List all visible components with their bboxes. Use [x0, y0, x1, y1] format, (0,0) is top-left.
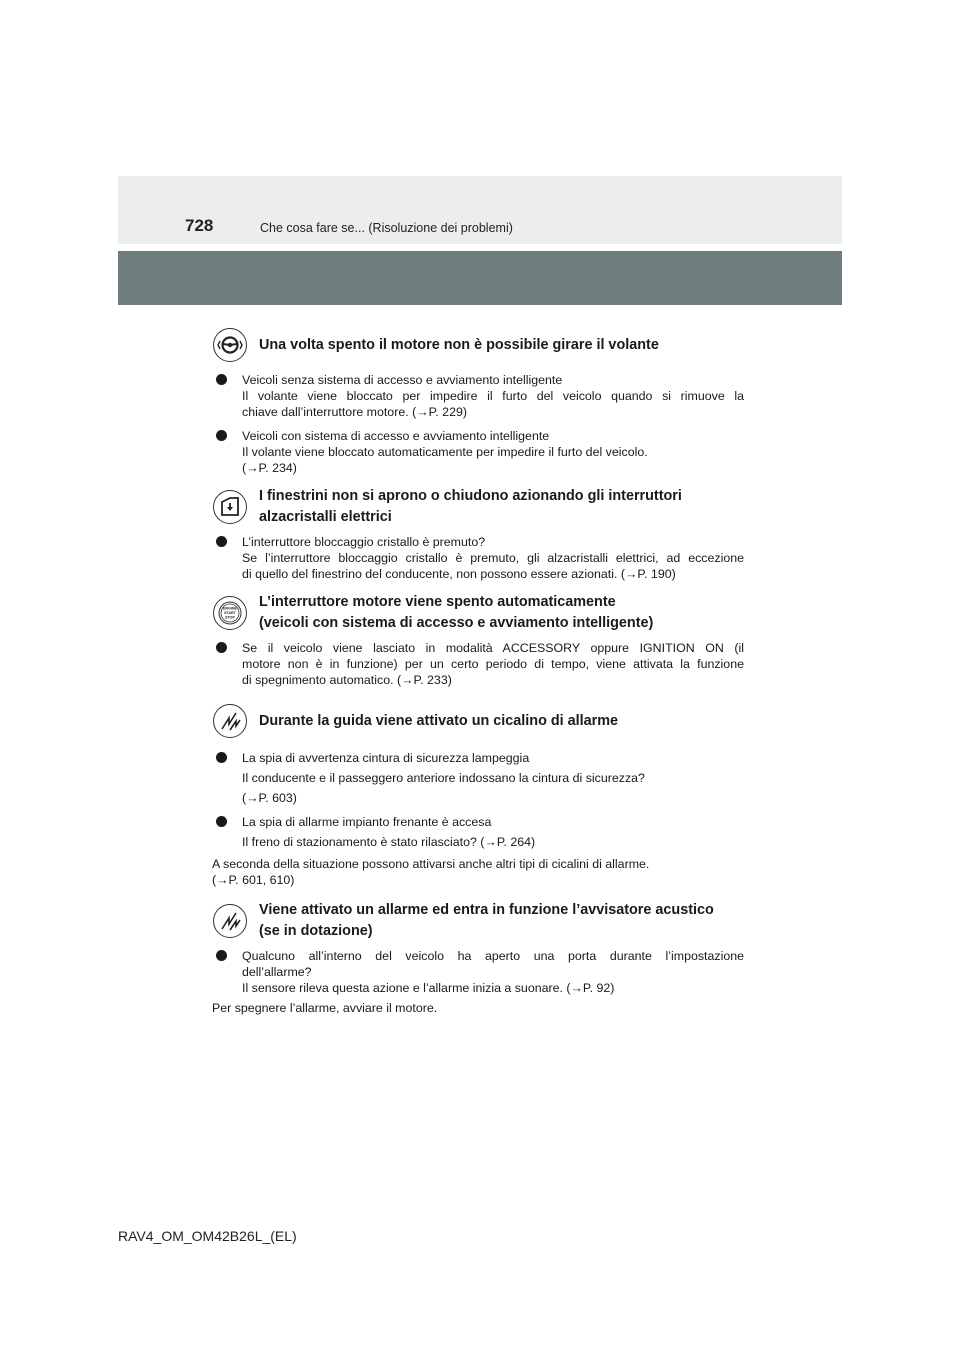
icon-text: STOP [225, 615, 235, 620]
title-line: I finestrini non si aprono o chiudono azionando gli interruttori [259, 488, 682, 504]
document-code: RAV4_OM_OM42B26L_(EL) [118, 1228, 297, 1244]
bullet-line: di quello del finestrino del conducente, non possono essere azionati. (→P. 190) [242, 567, 676, 581]
topic-alarm-horn [212, 898, 744, 1016]
bullet-line: Il conducente e il passeggero anteriore indossano la cintura di sicurezza? [242, 771, 645, 785]
bullet-item [212, 372, 744, 420]
alarm-sound-icon [213, 904, 247, 938]
bullet-dot [216, 536, 227, 547]
topic-title [259, 900, 714, 942]
bullet-line: dell’allarme? [242, 965, 312, 979]
bullet-line: Il volante viene bloccato per impedire il furto del veicolo quando si rimuove la [242, 389, 744, 403]
bullet-line: (→P. 603) [242, 791, 297, 805]
bullet-dot [216, 950, 227, 961]
note-line: A seconda della situazione possono attivarsi anche altri tipi di cicalini di allarme. [212, 857, 650, 871]
topic-title [259, 486, 682, 528]
topic-windows [212, 484, 744, 582]
icon-text: ENGINE [223, 606, 237, 611]
topic-title [259, 711, 618, 732]
bullet-dot [216, 752, 227, 763]
bullet-line: motore non è in funzione) per un certo periodo di tempo, viene attivata la funzione [242, 657, 744, 671]
title-line: L’interruttore motore viene spento automaticamente [259, 594, 616, 610]
bullet-item [212, 748, 744, 808]
note-paragraph [212, 856, 744, 888]
topic-header [212, 898, 744, 944]
title-line: Una volta spento il motore non è possibile girare il volante [259, 336, 659, 353]
bullet-line: L’interruttore bloccaggio cristallo è premuto? [242, 535, 486, 549]
bullet-line: chiave dall’interruttore motore. (→P. 229) [242, 405, 467, 419]
bullet-dot [216, 642, 227, 653]
note-line: (→P. 601, 610) [212, 873, 295, 887]
topic-engine-switch [212, 590, 744, 688]
topic-steering-lock [212, 322, 744, 476]
bullet-dot [216, 430, 227, 441]
title-line: Viene attivato un allarme ed entra in funzione l’avvisatore acustico [259, 902, 714, 918]
title-line: Durante la guida viene attivato un cicalino di allarme [259, 712, 619, 729]
icon-text: START [224, 611, 236, 615]
note-line: Per spegnere l’allarme, avviare il motore. [212, 1001, 438, 1015]
bullet-dot [216, 374, 227, 385]
note-paragraph [212, 1000, 744, 1016]
page-content [212, 322, 744, 1016]
title-line: (se in dotazione) [259, 923, 373, 939]
bullet-line: La spia di allarme impianto frenante è accesa [242, 815, 492, 829]
steering-wheel-lock-icon [213, 328, 247, 362]
bullet-item [212, 640, 744, 688]
bullet-line: Qualcuno all’interno del veicolo ha aperto una porta durante l’impostazione [242, 949, 744, 963]
window-switch-icon [213, 490, 247, 524]
bullet-dot [216, 816, 227, 827]
topic-header [212, 590, 744, 636]
bullet-line: Veicoli senza sistema di accesso e avviamento intelligente [242, 373, 563, 387]
engine-start-stop-icon [213, 596, 247, 630]
title-line: (veicoli con sistema di accesso e avviamento intelligente) [259, 615, 654, 631]
bullet-line: Veicoli con sistema di accesso e avviamento intelligente [242, 429, 550, 443]
header-bar [118, 251, 842, 305]
topic-header [212, 484, 744, 530]
alarm-sound-icon [213, 704, 247, 738]
page-number: 728 [185, 216, 214, 235]
bullet-item [212, 428, 744, 476]
bullet-item [212, 534, 744, 582]
bullet-line: Il sensore rileva questa azione e l’allarme inizia a suonare. (→P. 92) [242, 981, 615, 995]
topic-header [212, 322, 744, 368]
bullet-line: Il volante viene bloccato automaticamente per impedire il furto del veicolo. [242, 445, 648, 459]
bullet-line: Se l’interruttore bloccaggio cristallo è premuto, gli alzacristalli elettrici, ad eccezione [242, 551, 744, 565]
topic-header [212, 698, 744, 744]
topic-title [259, 592, 653, 634]
section-title: Che cosa fare se... (Risoluzione dei problemi) [260, 221, 513, 235]
bullet-line: (→P. 234) [242, 461, 297, 475]
bullet-item [212, 948, 744, 996]
bullet-line: di spegnimento automatico. (→P. 233) [242, 673, 452, 687]
bullet-line: Il freno di stazionamento è stato rilasciato? (→P. 264) [242, 835, 536, 849]
title-line: alzacristalli elettrici [259, 509, 392, 525]
bullet-item [212, 812, 744, 852]
bullet-line: Se il veicolo viene lasciato in modalità ACCESSORY oppure IGNITION ON (il [242, 641, 744, 655]
topic-driving-buzzer [212, 698, 744, 888]
bullet-line: La spia di avvertenza cintura di sicurezza lampeggia [242, 751, 530, 765]
topic-title [259, 335, 659, 356]
